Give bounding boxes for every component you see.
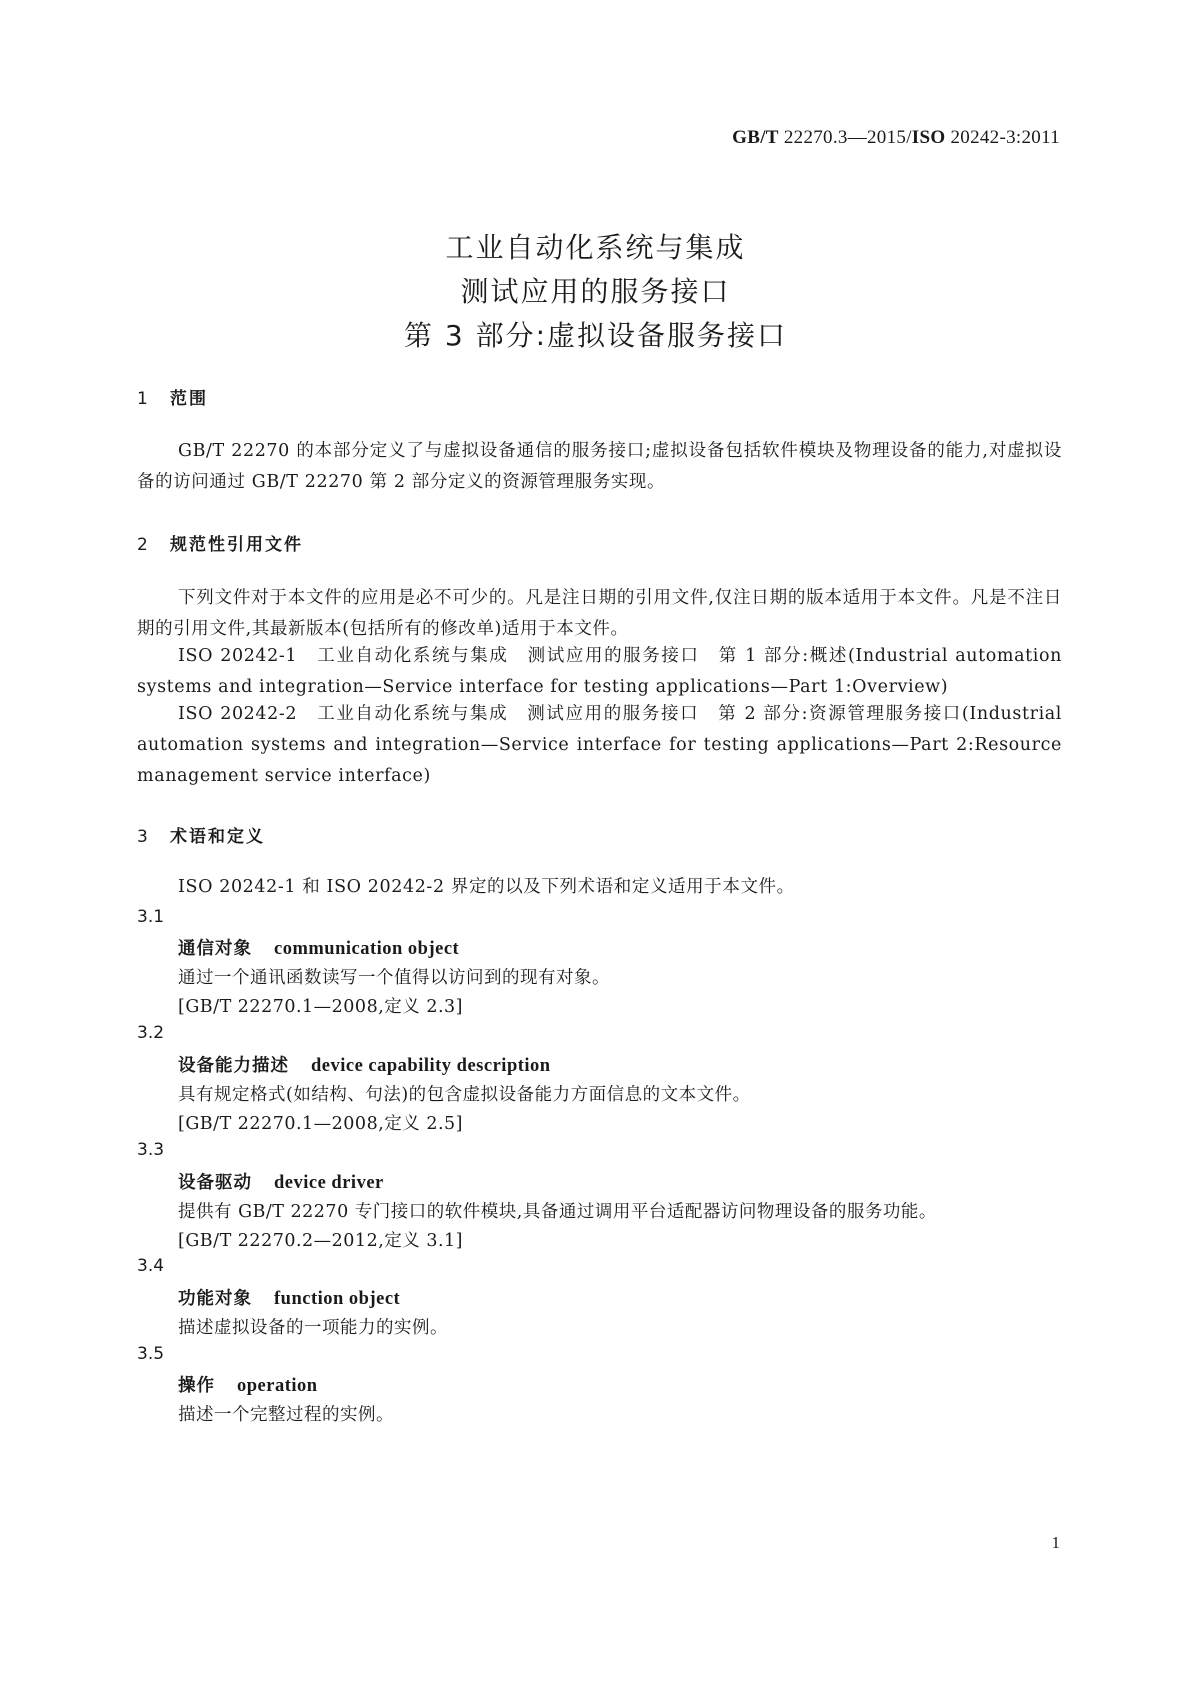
- page-number: 1: [1051, 1533, 1060, 1552]
- section-2-paragraph: 下列文件对于本文件的应用是必不可少的。凡是注日期的引用文件,仅注日期的版本适用于本文件。凡是不注日期的引用文件,其最新版本(包括所有的修改单)适用于本文件。: [137, 588, 1062, 639]
- term-name-zh: 通信对象: [178, 939, 252, 959]
- section-1-title: 范围: [170, 389, 208, 409]
- term-definition: 描述一个完整过程的实例。: [178, 1405, 394, 1425]
- section-1-number: 1: [137, 389, 148, 409]
- title-line-3: 第 3 部分:虚拟设备服务接口: [403, 319, 788, 352]
- term-name-en: operation: [237, 1376, 318, 1396]
- term-name-zh: 功能对象: [178, 1289, 252, 1309]
- term-name-en: device capability description: [311, 1056, 551, 1076]
- title-line-1: 工业自动化系统与集成: [445, 231, 746, 264]
- term-name-zh: 设备能力描述: [178, 1056, 289, 1076]
- section-3-title: 术语和定义: [170, 827, 265, 847]
- section-2-heading: [137, 530, 303, 555]
- standard-code-iso-number: 20242-3:2011: [950, 127, 1060, 148]
- term-name-en: function object: [274, 1289, 401, 1309]
- term-name-zh: 设备驱动: [178, 1173, 252, 1193]
- term-title: [178, 1169, 384, 1194]
- term-number: 3.5: [137, 1344, 165, 1364]
- term-source: [GB/T 22270.2—2012,定义 3.1]: [178, 1231, 463, 1251]
- term-number: 3.4: [137, 1256, 165, 1276]
- normative-reference-1: ISO 20242-1 工业自动化系统与集成 测试应用的服务接口 第 1 部分:概述(Industrial automation systems and integration—Service interface for testing applications—Part 1:Overview): [137, 646, 1062, 697]
- normative-reference-2: ISO 20242-2 工业自动化系统与集成 测试应用的服务接口 第 2 部分:资源管理服务接口(Industrial automation systems and integration—Service interface for testing applications—Part 2:Resource management service interface): [137, 704, 1062, 786]
- standard-code: [732, 127, 1060, 149]
- term-title: [178, 1372, 318, 1397]
- title-line-2: 测试应用的服务接口: [460, 275, 731, 308]
- section-1-paragraph: GB/T 22270 的本部分定义了与虚拟设备通信的服务接口;虚拟设备包括软件模块及物理设备的能力,对虚拟设备的访问通过 GB/T 22270 第 2 部分定义的资源管理服务实现。: [137, 441, 1062, 492]
- term-title: [178, 1052, 551, 1077]
- section-3-paragraph: ISO 20242-1 和 ISO 20242-2 界定的以及下列术语和定义适用于本文件。: [178, 877, 795, 897]
- term-name-en: device driver: [274, 1173, 384, 1193]
- term-definition: 描述虚拟设备的一项能力的实例。: [178, 1318, 448, 1338]
- term-source: [GB/T 22270.1—2008,定义 2.5]: [178, 1114, 463, 1134]
- term-definition: 提供有 GB/T 22270 专门接口的软件模块,具备通过调用平台适配器访问物理设备的服务功能。: [178, 1202, 937, 1222]
- standard-code-number: 22270.3—2015/: [783, 127, 912, 148]
- standard-code-iso: ISO: [911, 127, 946, 148]
- term-name-zh: 操作: [178, 1376, 215, 1396]
- term-number: 3.3: [137, 1140, 165, 1160]
- term-name-en: communication object: [274, 939, 460, 959]
- term-definition: 通过一个通讯函数读写一个值得以访问到的现有对象。: [178, 968, 610, 988]
- document-title: [0, 226, 1191, 358]
- section-2-number: 2: [137, 535, 148, 555]
- section-1-heading: [137, 384, 208, 409]
- term-number: 3.1: [137, 907, 165, 927]
- section-2-title: 规范性引用文件: [170, 535, 303, 555]
- section-3-heading: [137, 822, 265, 847]
- term-definition: 具有规定格式(如结构、句法)的包含虚拟设备能力方面信息的文本文件。: [178, 1085, 751, 1105]
- term-source: [GB/T 22270.1—2008,定义 2.3]: [178, 997, 463, 1017]
- section-3-number: 3: [137, 827, 148, 847]
- term-number: 3.2: [137, 1023, 165, 1043]
- standard-code-prefix: GB/T: [732, 127, 779, 148]
- term-title: [178, 1285, 400, 1310]
- term-title: [178, 935, 459, 960]
